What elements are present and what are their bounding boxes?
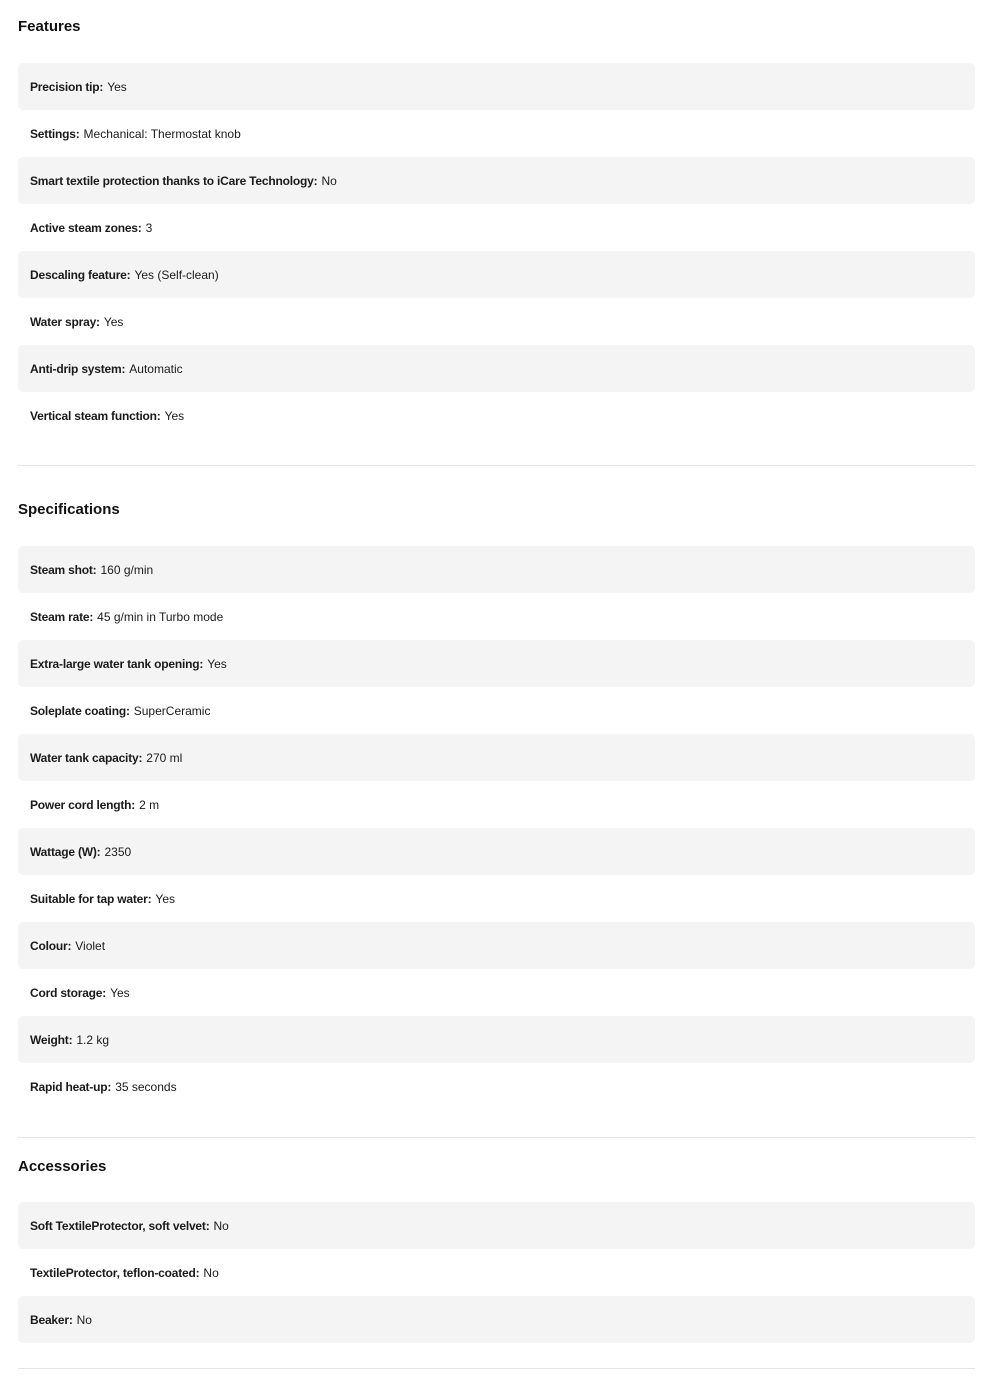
- spec-row: [18, 1016, 975, 1063]
- spec-label: TextileProtector, teflon-coated:: [30, 1265, 200, 1280]
- spec-label: Suitable for tap water:: [30, 891, 152, 906]
- spec-value: No: [76, 1312, 92, 1327]
- spec-value: 35 seconds: [115, 1079, 177, 1094]
- spec-value: No: [213, 1218, 229, 1233]
- spec-label: Anti-drip system:: [30, 361, 126, 376]
- spec-row: [18, 875, 975, 922]
- spec-label: Wattage (W):: [30, 844, 101, 859]
- spec-value: 2 m: [139, 797, 160, 812]
- spec-row: [18, 1063, 975, 1110]
- spec-row: [18, 828, 975, 875]
- section-title-specifications: Specifications: [18, 501, 120, 518]
- spec-label: Steam rate:: [30, 609, 94, 624]
- spec-row: [18, 922, 975, 969]
- spec-value: Violet: [75, 938, 106, 953]
- spec-value: Yes: [155, 891, 175, 906]
- spec-row: [18, 63, 975, 110]
- spec-row: [18, 110, 975, 157]
- spec-label: Weight:: [30, 1032, 73, 1047]
- section-title-features: Features: [18, 18, 81, 35]
- spec-label: Soleplate coating:: [30, 703, 130, 718]
- spec-value: Automatic: [129, 361, 183, 376]
- spec-value: No: [321, 173, 337, 188]
- spec-label: Active steam zones:: [30, 220, 142, 235]
- spec-row: [18, 345, 975, 392]
- spec-value: SuperCeramic: [133, 703, 211, 718]
- spec-row: [18, 392, 975, 439]
- spec-row: [18, 1202, 975, 1249]
- spec-value: Yes: [207, 656, 227, 671]
- spec-label: Vertical steam function:: [30, 408, 161, 423]
- spec-label: Beaker:: [30, 1312, 73, 1327]
- section-divider: [18, 465, 975, 466]
- spec-row: [18, 781, 975, 828]
- spec-row: [18, 251, 975, 298]
- spec-label: Soft TextileProtector, soft velvet:: [30, 1218, 210, 1233]
- spec-label: Colour:: [30, 938, 72, 953]
- spec-value: 3: [145, 220, 153, 235]
- spec-value: 45 g/min in Turbo mode: [97, 609, 224, 624]
- spec-value: 270 ml: [146, 750, 183, 765]
- spec-value: No: [203, 1265, 219, 1280]
- spec-value: Yes: [110, 985, 130, 1000]
- spec-label: Smart textile protection thanks to iCare Technology:: [30, 173, 318, 188]
- spec-label: Descaling feature:: [30, 267, 131, 282]
- spec-row: [18, 157, 975, 204]
- section-title-accessories: Accessories: [18, 1158, 107, 1175]
- spec-row: [18, 969, 975, 1016]
- spec-row: [18, 1249, 975, 1296]
- spec-label: Cord storage:: [30, 985, 107, 1000]
- spec-value: Yes (Self-clean): [134, 267, 219, 282]
- spec-row: [18, 204, 975, 251]
- spec-label: Rapid heat-up:: [30, 1079, 112, 1094]
- spec-value: Yes: [103, 314, 124, 329]
- spec-value: 160 g/min: [100, 562, 154, 577]
- section-divider: [18, 1368, 975, 1369]
- spec-value: 1.2 kg: [76, 1032, 110, 1047]
- spec-label: Settings:: [30, 126, 80, 141]
- specifications-list: [18, 546, 975, 1110]
- features-list: [18, 63, 975, 439]
- spec-row: [18, 593, 975, 640]
- spec-row: [18, 687, 975, 734]
- spec-label: Extra-large water tank opening:: [30, 656, 204, 671]
- spec-row: [18, 1296, 975, 1343]
- spec-row: [18, 734, 975, 781]
- spec-label: Water tank capacity:: [30, 750, 143, 765]
- spec-value: Mechanical: Thermostat knob: [83, 126, 241, 141]
- spec-row: [18, 546, 975, 593]
- section-divider: [18, 1137, 975, 1138]
- spec-row: [18, 298, 975, 345]
- spec-value: 2350: [104, 844, 132, 859]
- spec-row: [18, 640, 975, 687]
- spec-value: Yes: [107, 79, 127, 94]
- spec-value: Yes: [164, 408, 185, 423]
- spec-label: Power cord length:: [30, 797, 136, 812]
- spec-label: Water spray:: [30, 314, 100, 329]
- spec-label: Precision tip:: [30, 79, 104, 94]
- spec-label: Steam shot:: [30, 562, 97, 577]
- accessories-list: [18, 1202, 975, 1343]
